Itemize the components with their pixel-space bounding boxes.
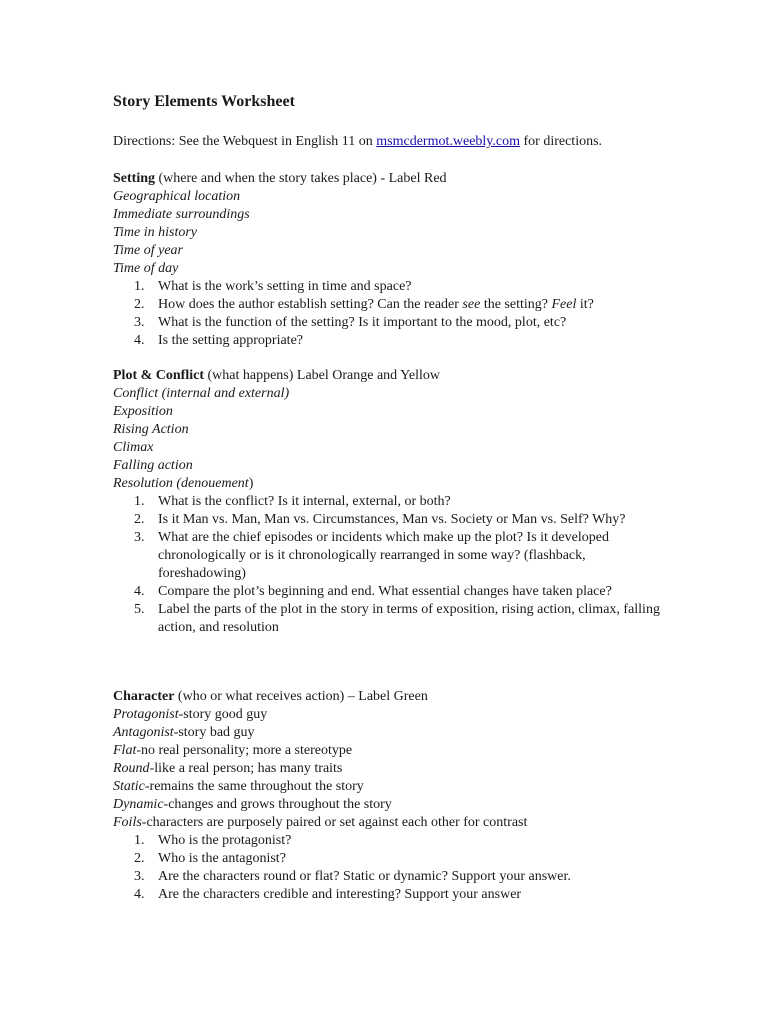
plot-term: Falling action <box>113 458 193 473</box>
question-part: the setting? <box>480 297 552 312</box>
list-item <box>113 583 673 601</box>
character-term <box>113 778 673 796</box>
plot-heading <box>113 367 673 385</box>
list-item <box>113 296 673 314</box>
plot-term: Conflict (internal and external) <box>113 386 290 401</box>
term-name: Foils <box>113 815 142 830</box>
resolution-paren: ) <box>248 476 254 491</box>
character-term <box>113 814 673 832</box>
question-text: Who is the antagonist? <box>158 851 286 866</box>
term-definition: -story bad guy <box>173 725 255 740</box>
character-term <box>113 706 673 724</box>
directions-text-end: for directions. <box>520 134 603 149</box>
plot-label: Plot & Conflict <box>113 368 204 383</box>
list-item <box>113 314 673 332</box>
question-text: What is the conflict? Is it internal, external, or both? <box>158 494 451 509</box>
question-text: What is the work’s setting in time and space? <box>158 279 412 294</box>
list-number: 3. <box>134 315 145 330</box>
term-name: Static <box>113 779 145 794</box>
list-item <box>113 529 673 583</box>
setting-questions <box>113 278 673 350</box>
list-number: 3. <box>134 530 145 545</box>
list-number: 3. <box>134 869 145 884</box>
setting-label: Setting <box>113 171 155 186</box>
setting-description: (where and when the story takes place) - Label Red <box>155 171 447 186</box>
list-item <box>113 511 673 529</box>
term-name: Protagonist <box>113 707 179 722</box>
list-number: 4. <box>134 584 145 599</box>
list-item <box>113 332 673 350</box>
list-item <box>113 278 673 296</box>
term-definition: -like a real person; has many traits <box>149 761 343 776</box>
plot-term: Rising Action <box>113 422 189 437</box>
term-name: Antagonist <box>113 725 174 740</box>
setting-term: Immediate surroundings <box>113 207 250 222</box>
question-text: Is it Man vs. Man, Man vs. Circumstances, Man vs. Society or Man vs. Self? Why? <box>158 512 626 527</box>
character-questions <box>113 832 673 904</box>
plot-section <box>113 367 673 637</box>
term-definition: -no real personality; more a stereotype <box>136 743 353 758</box>
term-definition: -characters are purposely paired or set against each other for contrast <box>141 815 528 830</box>
term-name: Flat <box>113 743 137 758</box>
list-item <box>113 601 673 637</box>
question-text: Label the parts of the plot in the story in terms of exposition, rising action, climax, falling action, and resolution <box>158 602 660 635</box>
list-item <box>113 493 673 511</box>
resolution-term: Resolution (denouement <box>113 476 249 491</box>
term-definition: -changes and grows throughout the story <box>163 797 392 812</box>
plot-description: (what happens) Label Orange and Yellow <box>203 368 440 383</box>
question-text: Are the characters credible and interesting? Support your answer <box>158 887 522 902</box>
question-text: Are the characters round or flat? Static or dynamic? Support your answer. <box>158 869 571 884</box>
question-part: it? <box>576 297 594 312</box>
setting-heading <box>113 170 673 188</box>
setting-term: Time of day <box>113 261 179 276</box>
question-emphasis: see <box>462 297 481 312</box>
list-item <box>113 886 673 904</box>
setting-section <box>113 170 673 350</box>
list-number: 4. <box>134 333 145 348</box>
list-number: 2. <box>134 297 145 312</box>
term-definition: -remains the same throughout the story <box>144 779 364 794</box>
directions-line <box>113 134 602 150</box>
setting-term: Geographical location <box>113 189 241 204</box>
question-text: Who is the protagonist? <box>158 833 292 848</box>
list-number: 4. <box>134 887 145 902</box>
plot-term: Climax <box>113 440 154 455</box>
question-text: What are the chief episodes or incidents which make up the plot? Is it developed chronologically or is it chronologically rearranged in some way? (flashback, foreshadowing) <box>158 530 609 581</box>
question-emphasis: Feel <box>551 297 577 312</box>
term-definition: -story good guy <box>178 707 268 722</box>
character-term <box>113 760 673 778</box>
plot-term: Exposition <box>113 404 173 419</box>
character-term <box>113 724 673 742</box>
list-item <box>113 832 673 850</box>
character-term <box>113 796 673 814</box>
question-part: How does the author establish setting? Can the reader <box>158 297 463 312</box>
webquest-link[interactable]: msmcdermot.weebly.com <box>376 134 520 149</box>
page-title: Story Elements Worksheet <box>113 93 295 110</box>
plot-questions <box>113 493 673 637</box>
list-item <box>113 868 673 886</box>
question-text <box>158 296 668 314</box>
setting-term: Time in history <box>113 225 198 240</box>
list-number: 1. <box>134 833 145 848</box>
list-item <box>113 850 673 868</box>
character-term <box>113 742 673 760</box>
list-number: 1. <box>134 279 145 294</box>
list-number: 5. <box>134 602 145 617</box>
character-section <box>113 688 673 904</box>
question-text: Is the setting appropriate? <box>158 333 304 348</box>
term-name: Dynamic <box>113 797 164 812</box>
question-text: What is the function of the setting? Is it important to the mood, plot, etc? <box>158 315 567 330</box>
list-number: 1. <box>134 494 145 509</box>
plot-term-resolution <box>113 475 673 493</box>
setting-term: Time of year <box>113 243 183 258</box>
list-number: 2. <box>134 851 145 866</box>
list-number: 2. <box>134 512 145 527</box>
character-heading <box>113 688 673 706</box>
directions-text: Directions: See the Webquest in English 11 on <box>113 134 377 149</box>
character-description: (who or what receives action) – Label Green <box>174 689 428 704</box>
question-text: Compare the plot’s beginning and end. What essential changes have taken place? <box>158 584 612 599</box>
character-label: Character <box>113 689 175 704</box>
term-name: Round <box>113 761 150 776</box>
